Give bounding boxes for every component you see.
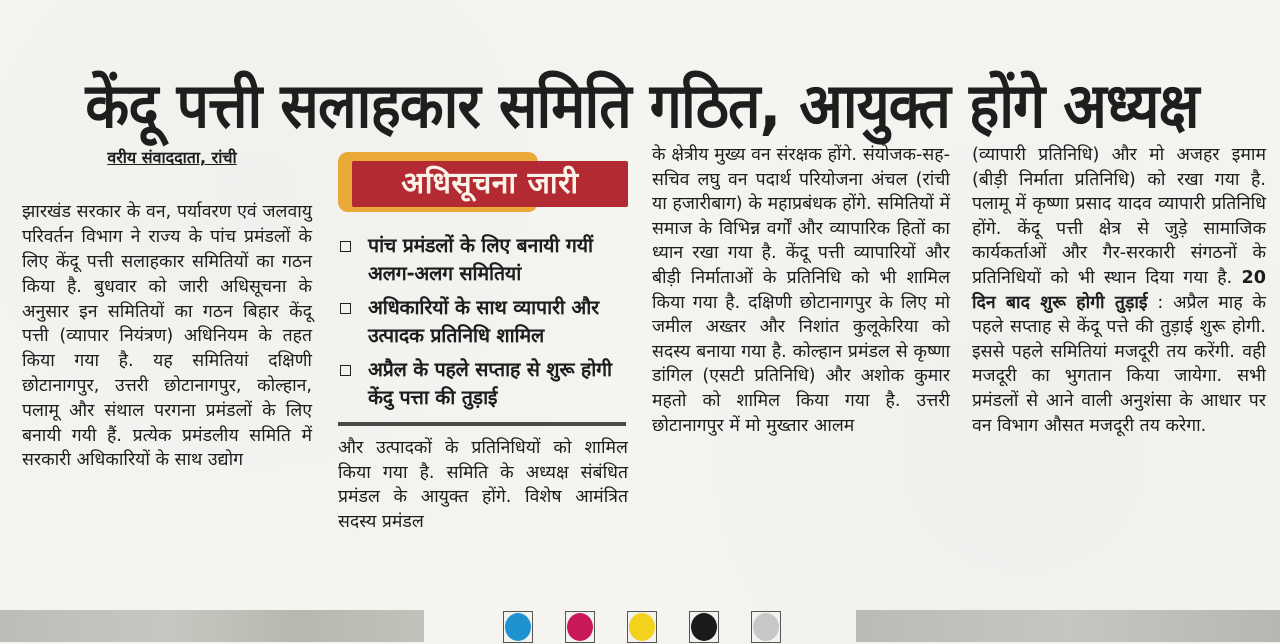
highlight-item bbox=[338, 356, 628, 412]
gray-strip-right bbox=[856, 610, 1280, 642]
column-1-text: झारखंड सरकार के वन, पर्यावरण एवं जलवायु परिवर्तन विभाग ने राज्य के पांच प्रमंडलों के लिए केंदू पत्ती सलाहकार समितियों का गठन किया है. बुधवार को जारी अधिसूचना के अनुसार इन समितियों का गठन बिहार केंदू पत्ती (व्यापार नियंत्रण) अधिनियम के तहत किया गया है. यह समितियां दक्षिणी छोटानागपुर, उत्तरी छोटानागपुर, कोल्हान, पलामू और संथाल परगना प्रमंडलों के लिए बनायी गयी हैं. प्रत्येक प्रमंडलीय समिति में सरकारी अधिकारियों के साथ उद्योग bbox=[22, 202, 312, 471]
gray-strip-left bbox=[0, 610, 424, 642]
subheading: 20 दिन बाद शुरू होगी तुड़ाई bbox=[972, 267, 1266, 313]
column-2-text: और उत्पादकों के प्रतिनिधियों को शामिल किया गया है. समिति के अध्यक्ष संबंधित प्रमंडल के आयुक्त होंगे. विशेष आमंत्रित सदस्य प्रमंडल bbox=[338, 438, 628, 532]
square-bullet-icon bbox=[340, 303, 351, 314]
column-3 bbox=[652, 143, 950, 438]
column-2 bbox=[338, 140, 628, 534]
column-4 bbox=[972, 143, 1266, 438]
black-dot-icon bbox=[691, 613, 717, 641]
highlight-item bbox=[338, 232, 628, 288]
highlight-banner bbox=[338, 146, 626, 214]
print-registration-bar bbox=[0, 604, 1280, 644]
magenta-dot-icon bbox=[567, 613, 593, 641]
square-bullet-icon bbox=[340, 365, 351, 376]
yellow-swatch bbox=[627, 611, 657, 643]
highlight-text: अप्रैल के पहले सप्ताह से शुरू होगी केंदु पत्ता की तुड़ाई bbox=[368, 358, 612, 409]
highlight-text: पांच प्रमंडलों के लिए बनायी गयीं अलग-अलग समितियां bbox=[368, 234, 593, 285]
banner-label: अधिसूचना जारी bbox=[352, 161, 628, 207]
square-bullet-icon bbox=[340, 241, 351, 252]
highlight-item bbox=[338, 294, 628, 350]
column-4-text-before: (व्यापारी प्रतिनिधि) और मो अजहर इमाम (बीड़ी निर्माता प्रतिनिधि) को रखा गया है. पलामू में कृष्णा प्रसाद यादव व्यापारी प्रतिनिधि होंगे. केंदू पत्ती क्षेत्र से जुड़े सामाजिक कार्यकर्ताओं और गैर-सरकारी संगठनों के प्रतिनिधियों को भी स्थान दिया गया है. bbox=[972, 145, 1266, 288]
black-swatch bbox=[689, 611, 719, 643]
magenta-swatch bbox=[565, 611, 595, 643]
column-1 bbox=[22, 146, 312, 473]
gray-swatch bbox=[751, 611, 781, 643]
column-4-text-after: : अप्रैल माह के पहले सप्ताह से केंदू पत्ते की तुड़ाई शुरू होगी. इससे पहले समितियां मजदूरी तय करेंगी. वही मजदूरी का भुगतान किया जायेगा. सभी प्रमंडलों से आने वाली अनुशंसा के आधार पर वन विभाग औसत मजदूरी तय करेगा. bbox=[972, 292, 1266, 436]
cyan-swatch bbox=[503, 611, 533, 643]
divider-rule bbox=[338, 422, 626, 426]
headline: केंदू पत्ती सलाहकार समिति गठित, आयुक्त होंगे अध्यक्ष bbox=[85, 68, 1199, 142]
column-4-paragraph bbox=[972, 143, 1266, 438]
cyan-dot-icon bbox=[505, 613, 531, 641]
yellow-dot-icon bbox=[629, 613, 655, 641]
gray-dot-icon bbox=[753, 613, 779, 641]
column-3-text: के क्षेत्रीय मुख्य वन संरक्षक होंगे. संयोजक-सह-सचिव लघु वन पदार्थ परियोजना अंचल (रांची या हजारीबाग) के महाप्रबंधक होंगे. समितियों में समाज के विभिन्न वर्गों और व्यापारिक हितों का ध्यान रखा गया है. केंदू पत्ती व्यापारियों और बीड़ी निर्माताओं के प्रतिनिधि को भी शामिल किया गया है. दक्षिणी छोटानागपुर के लिए मो जमील अख्तर और निशांत कुलूकेरिया को सदस्य बनाया गया है. कोल्हान प्रमंडल से कृष्णा डांगिल (एसटी प्रतिनिधि) और अशोक कुमार महतो को शामिल किया गया है. उत्तरी छोटानागपुर में मो मुख्तार आलम bbox=[652, 145, 950, 436]
highlights-list bbox=[338, 232, 628, 412]
highlight-text: अधिकारियों के साथ व्यापारी और उत्पादक प्रतिनिधि शामिल bbox=[368, 296, 599, 347]
byline: वरीय संवाददाता, रांची bbox=[107, 148, 237, 167]
